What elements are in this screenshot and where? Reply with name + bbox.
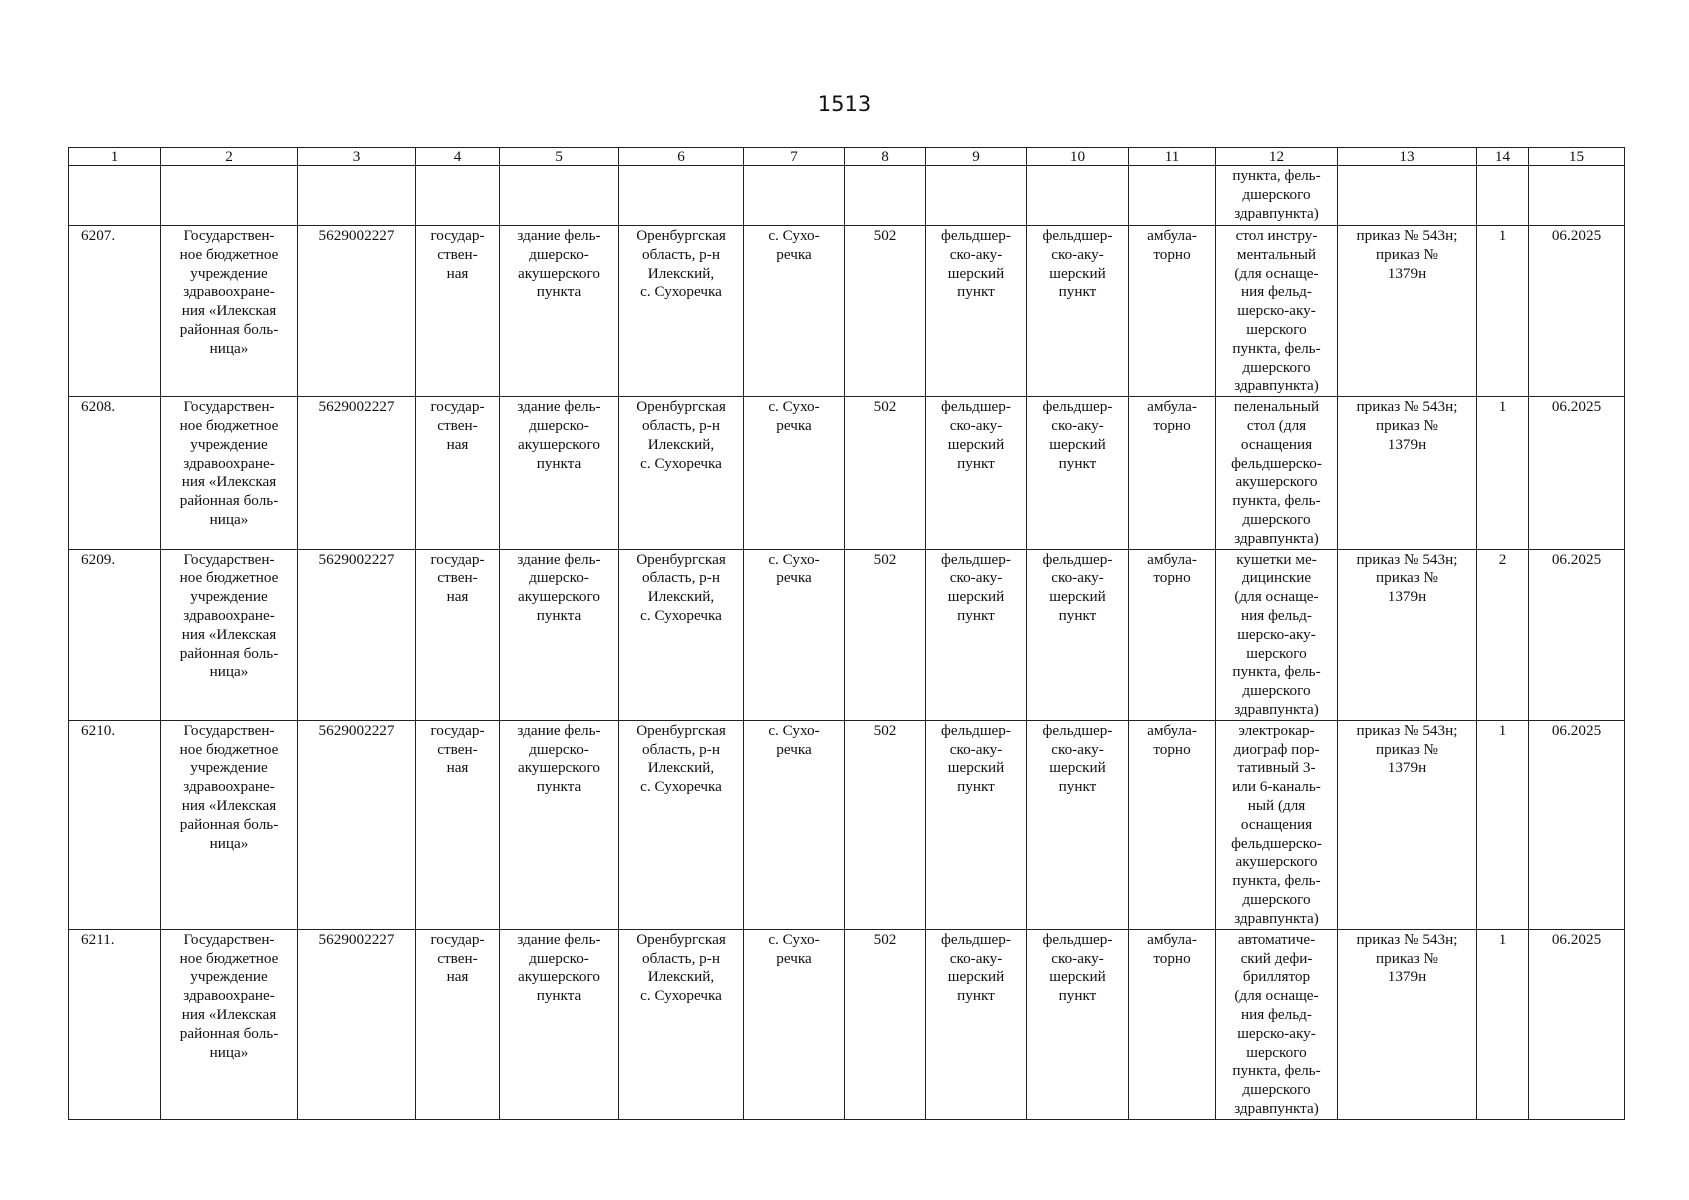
order-cell: приказ № 543н; приказ № 1379н (1338, 226, 1477, 397)
unit-type-cell: фельдшер- ско-аку- шерский пункт (1027, 397, 1129, 549)
ownership-cell: государ- ствен- ная (416, 397, 500, 549)
column-number: 14 (1477, 148, 1529, 166)
unit-type-cell: фельдшер- ско-аку- шерский пункт (1027, 549, 1129, 720)
care-condition-cell (1129, 166, 1216, 226)
column-number: 2 (161, 148, 298, 166)
date-cell: 06.2025 (1529, 549, 1625, 720)
care-condition-cell: амбула- торно (1129, 397, 1216, 549)
settlement-cell (744, 166, 845, 226)
inn-cell: 5629002227 (298, 226, 416, 397)
row-number-cell (69, 166, 161, 226)
care-condition-cell: амбула- торно (1129, 549, 1216, 720)
column-number: 15 (1529, 148, 1625, 166)
address-cell: Оренбургская область, р-н Илекский, с. Сухоречка (619, 397, 744, 549)
column-number: 10 (1027, 148, 1129, 166)
unit-type-cell: фельдшер- ско-аку- шерский пункт (926, 929, 1027, 1119)
building-cell: здание фель- дшерско- акушерского пункта (500, 929, 619, 1119)
row-number-cell: 6208. (69, 397, 161, 549)
column-number: 6 (619, 148, 744, 166)
unit-type-cell: фельдшер- ско-аку- шерский пункт (1027, 226, 1129, 397)
ownership-cell: государ- ствен- ная (416, 549, 500, 720)
building-cell: здание фель- дшерско- акушерского пункта (500, 720, 619, 929)
unit-type-cell (926, 166, 1027, 226)
quantity-cell: 1 (1477, 929, 1529, 1119)
table-row-continuation (69, 166, 1625, 226)
care-condition-cell: амбула- торно (1129, 720, 1216, 929)
unit-type-cell: фельдшер- ско-аку- шерский пункт (1027, 720, 1129, 929)
equipment-cell: автоматиче- ский дефи- бриллятор (для оснаще- ния фельд- шерско-аку- шерского пункта, фель- дшерского здравпункта) (1216, 929, 1338, 1119)
table-row (69, 549, 1625, 720)
quantity-cell: 1 (1477, 226, 1529, 397)
column-number: 4 (416, 148, 500, 166)
column-number: 7 (744, 148, 845, 166)
inn-cell: 5629002227 (298, 929, 416, 1119)
building-cell: здание фель- дшерско- акушерского пункта (500, 226, 619, 397)
institution-cell: Государствен- ное бюджетное учреждение здравоохране- ния «Илекская районная боль- ница» (161, 397, 298, 549)
column-number: 12 (1216, 148, 1338, 166)
date-cell: 06.2025 (1529, 720, 1625, 929)
equipment-cell: электрокар- диограф пор- тативный 3- или 6-каналь- ный (для оснащения фельдшерско- акушерского пункта, фель- дшерского здравпункта) (1216, 720, 1338, 929)
code-cell: 502 (845, 549, 926, 720)
address-cell (619, 166, 744, 226)
date-cell: 06.2025 (1529, 226, 1625, 397)
code-cell: 502 (845, 397, 926, 549)
settlement-cell: с. Сухо- речка (744, 226, 845, 397)
ownership-cell (416, 166, 500, 226)
inn-cell: 5629002227 (298, 549, 416, 720)
table-row (69, 226, 1625, 397)
care-condition-cell: амбула- торно (1129, 929, 1216, 1119)
building-cell: здание фель- дшерско- акушерского пункта (500, 397, 619, 549)
code-cell: 502 (845, 929, 926, 1119)
address-cell: Оренбургская область, р-н Илекский, с. Сухоречка (619, 226, 744, 397)
column-number: 1 (69, 148, 161, 166)
ownership-cell: государ- ствен- ная (416, 929, 500, 1119)
table-row (69, 929, 1625, 1119)
inn-cell: 5629002227 (298, 397, 416, 549)
settlement-cell: с. Сухо- речка (744, 720, 845, 929)
row-number-cell: 6209. (69, 549, 161, 720)
document-table (68, 147, 1625, 1120)
column-number: 5 (500, 148, 619, 166)
code-cell: 502 (845, 226, 926, 397)
building-cell: здание фель- дшерско- акушерского пункта (500, 549, 619, 720)
settlement-cell: с. Сухо- речка (744, 549, 845, 720)
date-cell (1529, 166, 1625, 226)
order-cell: приказ № 543н; приказ № 1379н (1338, 929, 1477, 1119)
date-cell: 06.2025 (1529, 397, 1625, 549)
quantity-cell (1477, 166, 1529, 226)
order-cell (1338, 166, 1477, 226)
inn-cell: 5629002227 (298, 720, 416, 929)
column-number: 3 (298, 148, 416, 166)
address-cell: Оренбургская область, р-н Илекский, с. Сухоречка (619, 929, 744, 1119)
code-cell (845, 166, 926, 226)
row-number-cell: 6207. (69, 226, 161, 397)
institution-cell: Государствен- ное бюджетное учреждение здравоохране- ния «Илекская районная боль- ница» (161, 226, 298, 397)
institution-cell: Государствен- ное бюджетное учреждение здравоохране- ния «Илекская районная боль- ница» (161, 720, 298, 929)
unit-type-cell: фельдшер- ско-аку- шерский пункт (1027, 929, 1129, 1119)
equipment-cell: пеленальный стол (для оснащения фельдшерско- акушерского пункта, фель- дшерского здравпункта) (1216, 397, 1338, 549)
equipment-cell: пункта, фель- дшерского здравпункта) (1216, 166, 1338, 226)
ownership-cell: государ- ствен- ная (416, 226, 500, 397)
unit-type-cell: фельдшер- ско-аку- шерский пункт (926, 397, 1027, 549)
page-number: 1513 (817, 92, 872, 116)
quantity-cell: 2 (1477, 549, 1529, 720)
order-cell: приказ № 543н; приказ № 1379н (1338, 397, 1477, 549)
settlement-cell: с. Сухо- речка (744, 929, 845, 1119)
institution-cell: Государствен- ное бюджетное учреждение здравоохране- ния «Илекская районная боль- ница» (161, 929, 298, 1119)
unit-type-cell: фельдшер- ско-аку- шерский пункт (926, 549, 1027, 720)
equipment-cell: стол инстру- ментальный (для оснаще- ния фельд- шерско-аку- шерского пункта, фель- дшерского здравпункта) (1216, 226, 1338, 397)
column-number: 9 (926, 148, 1027, 166)
institution-cell (161, 166, 298, 226)
care-condition-cell: амбула- торно (1129, 226, 1216, 397)
column-number: 11 (1129, 148, 1216, 166)
column-number: 8 (845, 148, 926, 166)
unit-type-cell: фельдшер- ско-аку- шерский пункт (926, 720, 1027, 929)
date-cell: 06.2025 (1529, 929, 1625, 1119)
code-cell: 502 (845, 720, 926, 929)
row-number-cell: 6210. (69, 720, 161, 929)
address-cell: Оренбургская область, р-н Илекский, с. Сухоречка (619, 720, 744, 929)
table-row (69, 720, 1625, 929)
building-cell (500, 166, 619, 226)
table-row (69, 397, 1625, 549)
equipment-cell: кушетки ме- дицинские (для оснаще- ния фельд- шерско-аку- шерского пункта, фель- дшерского здравпункта) (1216, 549, 1338, 720)
unit-type-cell: фельдшер- ско-аку- шерский пункт (926, 226, 1027, 397)
order-cell: приказ № 543н; приказ № 1379н (1338, 720, 1477, 929)
column-number: 13 (1338, 148, 1477, 166)
order-cell: приказ № 543н; приказ № 1379н (1338, 549, 1477, 720)
ownership-cell: государ- ствен- ная (416, 720, 500, 929)
quantity-cell: 1 (1477, 720, 1529, 929)
settlement-cell: с. Сухо- речка (744, 397, 845, 549)
unit-type-cell (1027, 166, 1129, 226)
address-cell: Оренбургская область, р-н Илекский, с. Сухоречка (619, 549, 744, 720)
row-number-cell: 6211. (69, 929, 161, 1119)
inn-cell (298, 166, 416, 226)
table-header-row (69, 148, 1625, 166)
quantity-cell: 1 (1477, 397, 1529, 549)
institution-cell: Государствен- ное бюджетное учреждение здравоохране- ния «Илекская районная боль- ница» (161, 549, 298, 720)
